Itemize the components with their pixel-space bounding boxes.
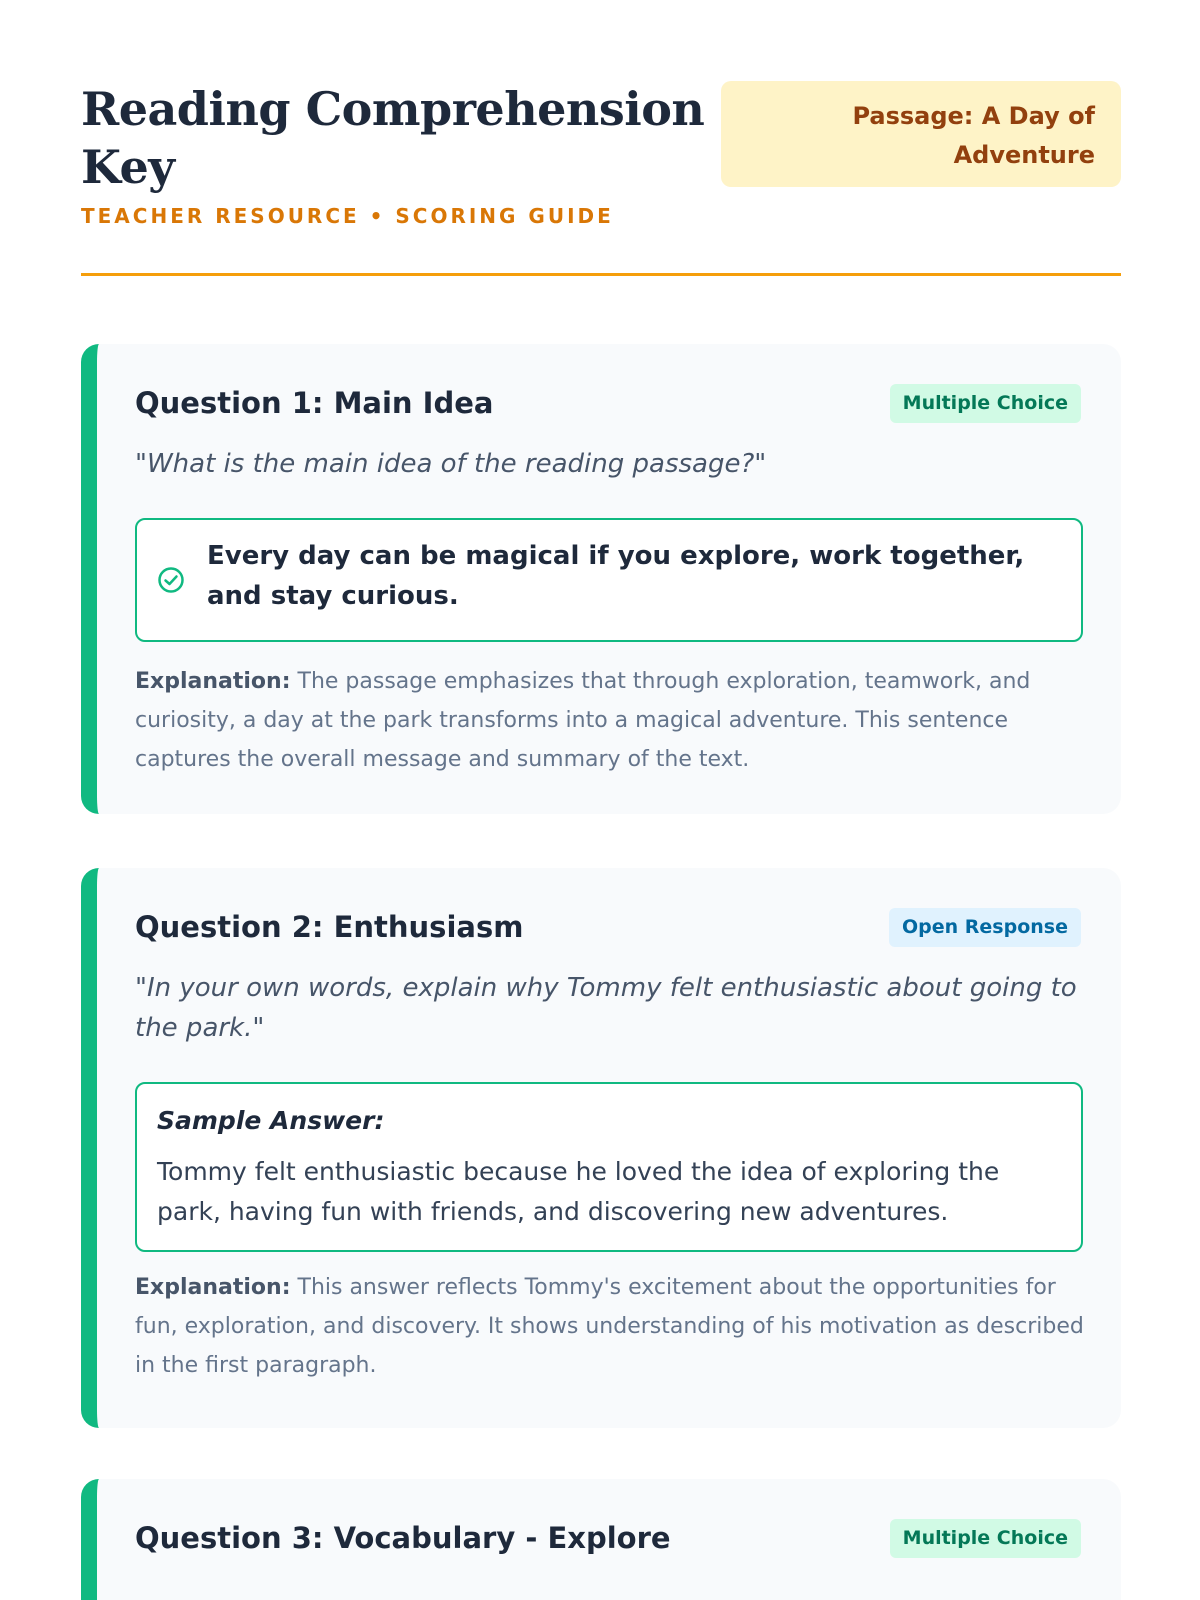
correct-answer-text: Every day can be magical if you explore, work together, and stay curious.	[207, 541, 1025, 611]
question-title: Question 1: Main Idea	[135, 386, 494, 420]
question-type-badge: Multiple Choice	[890, 384, 1081, 423]
explanation	[135, 662, 1095, 779]
explanation	[135, 1268, 1095, 1385]
sample-answer-label: Sample Answer:	[157, 1106, 385, 1135]
question-prompt: "What is the main idea of the reading passage?"	[135, 449, 767, 479]
page-header	[81, 80, 1121, 276]
explanation-label: Explanation:	[135, 1275, 291, 1300]
check-circle-icon	[157, 566, 185, 594]
question-card-3	[81, 1479, 1121, 1600]
correct-answer-box	[135, 518, 1083, 642]
question-title: Question 3: Vocabulary - Explore	[135, 1521, 671, 1555]
explanation-label: Explanation:	[135, 669, 291, 694]
passage-label: Passage: A Day of Adventure	[721, 81, 1121, 187]
question-prompt: "In your own words, explain why Tommy felt enthusiastic about going to the park."	[135, 973, 1077, 1043]
sample-answer-box	[135, 1082, 1083, 1252]
question-type-badge: Multiple Choice	[890, 1519, 1081, 1558]
question-card-2	[81, 868, 1121, 1428]
explanation-text: The passage emphasizes that through exploration, teamwork, and curiosity, a day at the park transforms into a magical adventure. This sentence captures the overall message and summary of the text.	[135, 669, 1031, 772]
question-card-1	[81, 344, 1121, 814]
explanation-text: This answer reflects Tommy's excitement about the opportunities for fun, exploration, and discovery. It shows understanding of his motivation as described in the first paragraph.	[135, 1275, 1084, 1378]
question-type-badge: Open Response	[889, 908, 1081, 947]
question-title: Question 2: Enthusiasm	[135, 910, 524, 944]
page-title: Reading Comprehension Key	[81, 82, 705, 194]
page-subtitle: TEACHER RESOURCE • SCORING GUIDE	[81, 204, 614, 228]
sample-answer-text: Tommy felt enthusiastic because he loved the idea of exploring the park, having fun with friends, and discovering new adventures.	[157, 1157, 1000, 1226]
